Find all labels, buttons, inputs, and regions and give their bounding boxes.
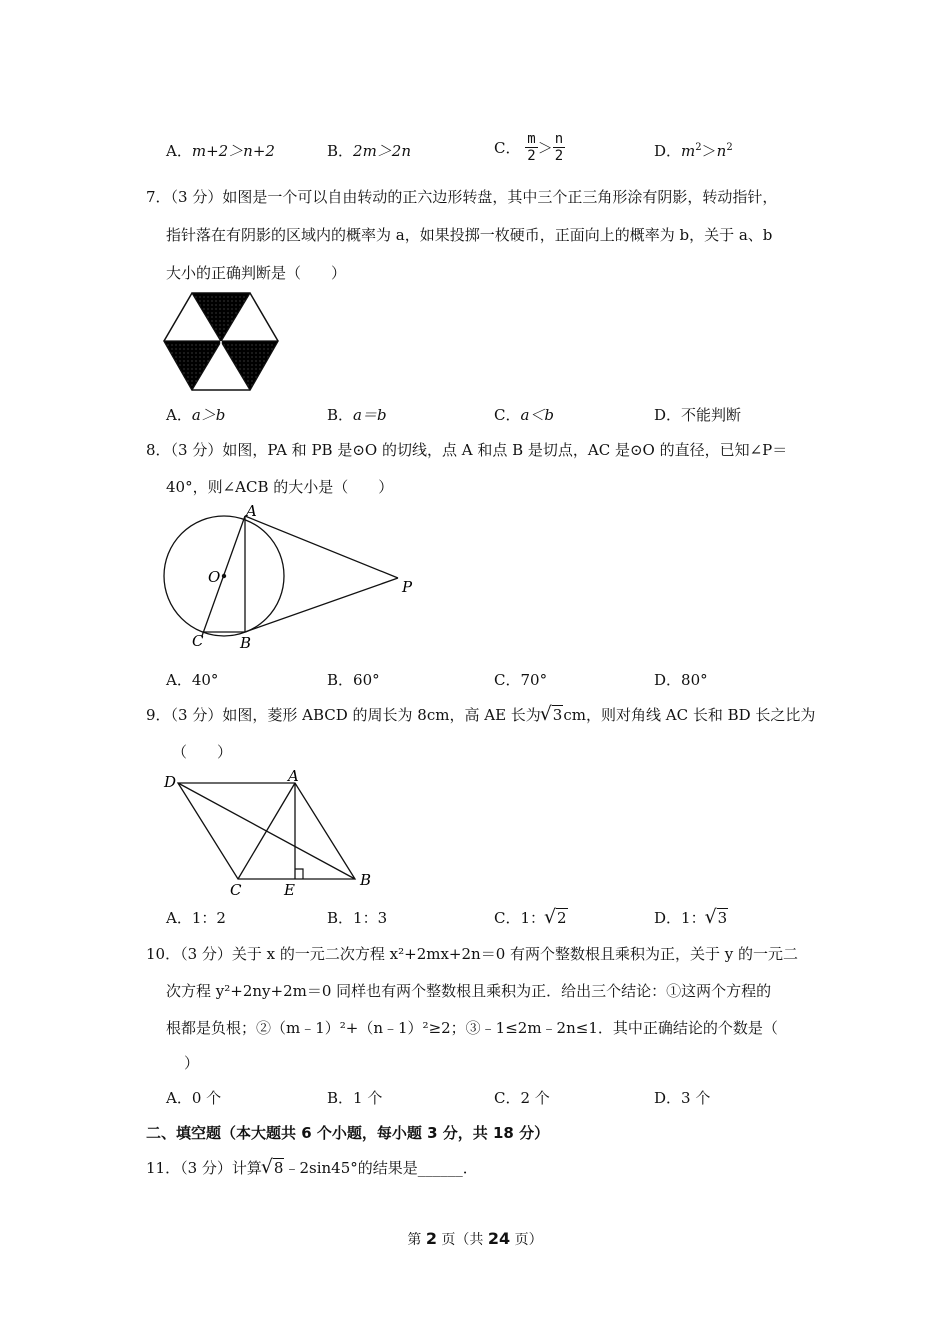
tangent-pa bbox=[245, 516, 398, 578]
center-point bbox=[222, 574, 226, 578]
sqrt-8: √ 8 bbox=[262, 1159, 285, 1177]
q10-stem-line2: 次方程 y²+2ny+2m＝0 同样也有两个整数根且乘积为正．给出三个结论：①这两个方程的 bbox=[166, 982, 772, 1000]
q7-option-d[interactable]: D．不能判断 bbox=[654, 406, 742, 424]
page-number: 2 bbox=[425, 1229, 437, 1248]
q9-option-b[interactable]: B．1：3 bbox=[327, 909, 388, 927]
q9-option-c[interactable]: C．1：√ 2 bbox=[494, 907, 568, 928]
q8-stem-line2: 40°，则∠ACB 的大小是（ ） bbox=[166, 478, 394, 496]
q7-option-a[interactable]: A．a＞b bbox=[166, 406, 226, 424]
q10-option-a[interactable]: A．0 个 bbox=[166, 1089, 222, 1107]
q10-option-b[interactable]: B．1 个 bbox=[327, 1089, 383, 1107]
q8-option-d[interactable]: D．80° bbox=[654, 671, 708, 689]
label-a: A bbox=[288, 767, 299, 785]
page-total: 24 bbox=[487, 1229, 511, 1248]
q7-stem-line1: 7．（3 分）如图是一个可以自由转动的正六边形转盘，其中三个正三角形涂有阴影，转动指针， bbox=[146, 188, 778, 206]
q9-stem-line1: 9．（3 分）如图，菱形 ABCD 的周长为 8cm，高 AE 长为√ 3cm，则对角线 AC 长和 BD 长之比为 bbox=[146, 704, 815, 725]
q8-option-a[interactable]: A．40° bbox=[166, 671, 219, 689]
q11-stem: 11．（3 分）计算√ 8﹣2sin45°的结果是______． bbox=[146, 1157, 478, 1178]
sqrt-3: √ 3 bbox=[706, 909, 729, 927]
q9-option-d[interactable]: D．1：√ 3 bbox=[654, 907, 728, 928]
page-footer: 第 2 页（共 24 页） bbox=[407, 1229, 543, 1248]
fraction-n-over-2: $\frac{n}{2}$ bbox=[554, 131, 564, 164]
label-d: D bbox=[164, 773, 177, 791]
fraction-m-over-2: $\frac{m}{2}$ bbox=[527, 131, 536, 164]
q8-option-c[interactable]: C．70° bbox=[494, 671, 548, 689]
label-b: B bbox=[240, 634, 252, 652]
label-a: A bbox=[246, 502, 257, 520]
section-title: 二、填空题（本大题共 6 个小题，每小题 3 分，共 18 分） bbox=[146, 1124, 550, 1142]
rhombus-figure bbox=[160, 765, 380, 900]
diagonal-ac bbox=[238, 783, 295, 879]
q10-stem-line4: ） bbox=[184, 1054, 200, 1072]
q7-option-c[interactable]: C．a＜b bbox=[494, 406, 555, 424]
hexagon-spinner-figure bbox=[163, 292, 279, 392]
label-c: C bbox=[192, 632, 204, 650]
q8-option-b[interactable]: B．60° bbox=[327, 671, 380, 689]
q6-option-b[interactable]: B．2m＞2n bbox=[327, 142, 412, 160]
q10-option-d[interactable]: D．3 个 bbox=[654, 1089, 711, 1107]
label-o: O bbox=[208, 568, 221, 586]
q10-option-c[interactable]: C．2 个 bbox=[494, 1089, 550, 1107]
right-angle-mark bbox=[295, 869, 303, 879]
q10-stem-line3: 根都是负根；②（m﹣1）²+（n﹣1）²≥2；③﹣1≤2m﹣2n≤1．其中正确结论的个数是（ bbox=[166, 1019, 778, 1037]
label-c: C bbox=[230, 881, 242, 899]
q6-option-d[interactable]: D．$m^2>n^2$ bbox=[654, 142, 733, 160]
q10-stem-line1: 10．（3 分）关于 x 的一元二次方程 x²+2mx+2n＝0 有两个整数根且乘积为正，关于 y 的一元二 bbox=[146, 945, 799, 963]
q7-stem-line3: 大小的正确判断是（ ） bbox=[166, 264, 347, 282]
label-b: B bbox=[360, 871, 372, 889]
q9-option-a[interactable]: A．1：2 bbox=[166, 909, 226, 927]
label-p: P bbox=[402, 578, 413, 596]
q6-option-c[interactable]: C． $\frac{m}{2}$ ＞ $\frac{n}{2}$ bbox=[494, 131, 564, 164]
label-e: E bbox=[284, 881, 295, 899]
sqrt-3: √ 3 bbox=[541, 706, 564, 724]
q6-option-a[interactable]: A．m+2＞n+2 bbox=[166, 142, 275, 160]
q7-option-b[interactable]: B．a＝b bbox=[327, 406, 387, 424]
sqrt-2: √ 2 bbox=[545, 909, 568, 927]
q7-stem-line2: 指针落在有阴影的区域内的概率为 a，如果投掷一枚硬币，正面向上的概率为 b，关于 a、b bbox=[166, 226, 773, 244]
circle-tangent-figure bbox=[158, 502, 418, 652]
q9-stem-line2: （ ） bbox=[172, 743, 233, 761]
tangent-pb bbox=[245, 578, 398, 632]
q8-stem-line1: 8．（3 分）如图，PA 和 PB 是⊙O 的切线，点 A 和点 B 是切点，AC 是⊙O 的直径，已知∠P＝ bbox=[146, 441, 788, 459]
